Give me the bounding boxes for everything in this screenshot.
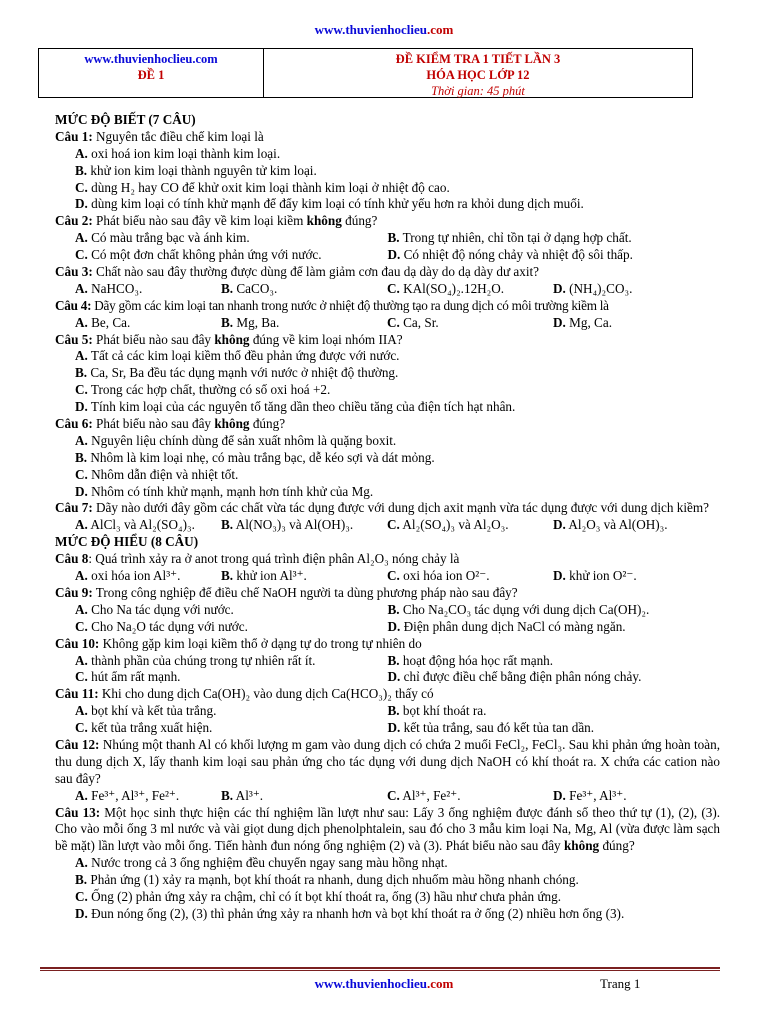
option-text: KAl(SO₄)₂.12H₂O. xyxy=(403,280,505,296)
option-a xyxy=(75,602,388,619)
question-11 xyxy=(55,686,720,703)
question-text: Phát biểu nào sau đây xyxy=(92,416,215,432)
header-right-cell xyxy=(264,49,692,97)
option-d xyxy=(388,669,720,686)
option-text: Trong tự nhiên, chỉ tồn tại ở dạng hợp chất. xyxy=(402,230,632,246)
page-number: Trang 1 xyxy=(600,976,641,991)
exam-duration: Thời gian: 45 phút xyxy=(431,84,525,98)
option-a xyxy=(75,517,221,534)
option-text: Ca, Sr, Ba đều tác dụng mạnh với nước ở nhiệt độ thường. xyxy=(90,365,399,381)
option-label: B. xyxy=(387,230,400,246)
option-d xyxy=(388,720,720,737)
option-b xyxy=(55,872,720,889)
option-label: D. xyxy=(387,247,401,263)
question-number: Câu 1: xyxy=(55,128,93,144)
option-label: D. xyxy=(553,787,566,803)
option-text: bọt khí thoát ra. xyxy=(402,703,487,719)
question-number: Câu 4: xyxy=(55,297,92,313)
option-text: CaCO₃. xyxy=(236,280,278,296)
option-text: Nhôm dẫn điện và nhiệt tốt. xyxy=(91,466,239,482)
option-text: AlCl₃ và Al₂(SO₄)₃. xyxy=(90,517,195,533)
option-a xyxy=(55,146,720,163)
option-text: Nhôm là kim loại nhẹ, có màu trắng bạc, dễ kéo sợi và dát mỏng. xyxy=(90,449,435,465)
option-a xyxy=(55,348,720,365)
option-text: dùng kim loại có tính khử mạnh để đẩy kim loại có tính khử yếu hơn ra khỏi dung dịch muối. xyxy=(91,196,584,212)
options-row xyxy=(55,619,720,636)
question-text-end: đúng? xyxy=(599,838,635,854)
option-text: Có một đơn chất không phản ứng với nước. xyxy=(91,247,322,263)
option-label: B. xyxy=(221,568,234,584)
option-label: B. xyxy=(221,280,234,296)
option-text: khử ion O²⁻. xyxy=(569,568,637,584)
option-text: dùng H₂ hay CO để khử oxit kim loại thành kim loại ở nhiệt độ cao. xyxy=(91,179,450,195)
option-a xyxy=(55,855,720,872)
option-b xyxy=(55,163,720,180)
option-d xyxy=(55,906,720,923)
question-text: Phát biểu nào sau đây xyxy=(92,331,215,347)
option-label: B. xyxy=(75,162,88,178)
option-text: Al³⁺. xyxy=(235,787,264,803)
option-text: chỉ được điều chế bằng điện phân nóng chảy. xyxy=(403,669,642,685)
option-b xyxy=(388,653,720,670)
option-label: D. xyxy=(75,905,88,921)
option-label: C. xyxy=(75,720,88,736)
option-b xyxy=(55,365,720,382)
question-12 xyxy=(55,737,720,788)
option-text: Mg, Ca. xyxy=(569,314,612,330)
option-b xyxy=(388,602,720,619)
question-text: Dãy nào dưới đây gồm các chất vừa tác dụng được với dung dịch axit mạnh vừa tác dụng được với dung dịch kiềm? xyxy=(92,500,709,516)
option-text: Fe³⁺, Al³⁺, Fe²⁺. xyxy=(91,787,180,803)
question-text: Khi cho dung dịch Ca(OH)₂ vào dung dịch Ca(HCO₃)₂ thấy có xyxy=(98,686,434,702)
section-heading-comprehension: MỨC ĐỘ HIỂU (8 CÂU) xyxy=(55,534,199,550)
options-row xyxy=(55,230,720,247)
question-2 xyxy=(55,213,720,230)
option-label: B. xyxy=(387,703,400,719)
option-c xyxy=(55,889,720,906)
option-label: D. xyxy=(387,669,401,685)
question-5 xyxy=(55,332,720,349)
option-b xyxy=(221,517,387,534)
options-row xyxy=(55,653,720,670)
options-row xyxy=(55,602,720,619)
question-number: Câu 9: xyxy=(55,584,93,600)
option-c xyxy=(387,517,553,534)
option-text: khử ion Al³⁺. xyxy=(236,568,307,584)
option-label: B. xyxy=(221,517,234,533)
question-text-end: đúng? xyxy=(341,213,378,229)
question-emphasis: không xyxy=(214,331,250,347)
exam-content xyxy=(55,112,720,923)
option-text: Nguyên liệu chính dùng để sản xuất nhôm là quặng boxit. xyxy=(91,432,397,448)
options-row xyxy=(55,247,720,264)
site-url-name: www.thuvienhoclieu xyxy=(314,976,427,991)
question-number: Câu 3: xyxy=(55,264,93,280)
option-label: D. xyxy=(553,517,566,533)
option-text: kết tủa trắng xuất hiện. xyxy=(91,720,213,736)
option-c xyxy=(387,568,553,585)
option-text: Cho Na₂CO₃ tác dụng với dung dịch Ca(OH)₂. xyxy=(402,601,650,617)
option-text: Al(NO₃)₃ và Al(OH)₃. xyxy=(235,517,354,533)
option-label: A. xyxy=(75,855,88,871)
option-d xyxy=(553,568,719,585)
question-text: Một học sinh thực hiện các thí nghiệm lần lượt như sau: Lấy 3 ống nghiệm được đánh số theo thứ tự (1), (2), (3). Cho vào mỗi ống 3 ml nước và vài giọt dung dịch phenolphtalein, sau đó cho 3 mẫu kim loại Na, Mg, Al (vừa được làm sạch bề mặt) lần lượt vào mỗi ống. Tiến hành đun nóng ống nghiệm (2) và (3). Phát biểu nào sau đây xyxy=(55,804,721,854)
question-text: Phát biểu nào sau đây về kim loại kiềm xyxy=(92,213,307,229)
question-4 xyxy=(55,298,720,315)
option-label: C. xyxy=(387,568,400,584)
site-url-name: www.thuvienhoclieu xyxy=(314,22,427,37)
options-row xyxy=(55,788,720,805)
options-row xyxy=(55,703,720,720)
option-label: C. xyxy=(75,466,88,482)
option-label: A. xyxy=(75,432,88,448)
option-a xyxy=(75,568,221,585)
question-number: Câu 5: xyxy=(55,331,93,347)
option-text: Đun nóng ống (2), (3) thì phản ứng xảy ra nhanh hơn và bọt khí thoát ra ở ống (2) nhiều hơn ống (3). xyxy=(91,905,625,921)
option-text: hoạt động hóa học rất mạnh. xyxy=(402,652,554,668)
question-3 xyxy=(55,264,720,281)
option-b xyxy=(221,788,387,805)
option-d xyxy=(553,517,719,534)
option-text: Nước trong cả 3 ống nghiệm đều chuyển ngay sang màu hồng nhạt. xyxy=(91,855,448,871)
option-b xyxy=(221,281,387,298)
question-number: Câu 6: xyxy=(55,416,93,432)
question-6 xyxy=(55,416,720,433)
option-label: C. xyxy=(75,247,88,263)
option-a xyxy=(75,281,221,298)
option-label: B. xyxy=(387,652,400,668)
option-d xyxy=(55,484,720,501)
option-text: Be, Ca. xyxy=(91,314,131,330)
option-label: B. xyxy=(75,449,88,465)
option-c xyxy=(55,467,720,484)
option-text: (NH₄)₂CO₃. xyxy=(569,280,633,296)
option-text: NaHCO₃. xyxy=(91,280,143,296)
option-text: Phản ứng (1) xảy ra mạnh, bọt khí thoát ra nhanh, dung dịch nhuốm màu hồng nhanh chóng. xyxy=(90,872,579,888)
option-text: oxi hoá ion kim loại thành kim loại. xyxy=(91,145,281,161)
option-label: A. xyxy=(75,568,88,584)
option-label: B. xyxy=(221,314,234,330)
option-text: Nhôm có tính khử mạnh, mạnh hơn tính khử của Mg. xyxy=(91,483,374,499)
option-d xyxy=(553,788,719,805)
question-number: Câu 11: xyxy=(55,686,99,702)
option-label: B. xyxy=(221,787,234,803)
option-label: C. xyxy=(387,517,400,533)
option-label: A. xyxy=(75,601,88,617)
options-row xyxy=(55,517,720,534)
option-label: D. xyxy=(387,618,401,634)
option-text: Mg, Ba. xyxy=(236,314,280,330)
option-label: D. xyxy=(75,196,88,212)
option-a xyxy=(75,315,221,332)
header-site-url[interactable]: www.thuvienhoclieu.com xyxy=(84,52,218,66)
option-text: khử ion kim loại thành nguyên tử kim loại. xyxy=(90,162,317,178)
option-b xyxy=(388,703,720,720)
question-number: Câu 8 xyxy=(55,551,89,567)
option-text: Cho Na₂O tác dụng với nước. xyxy=(91,618,248,634)
question-text: Dãy gồm các kim loại tan nhanh trong nước ở nhiệt độ thường tạo ra dung dịch có môi trường kiềm là xyxy=(91,297,609,313)
option-a xyxy=(75,230,388,247)
option-b xyxy=(388,230,720,247)
question-number: Câu 2: xyxy=(55,213,93,229)
question-9 xyxy=(55,585,720,602)
option-text: Có màu trắng bạc và ánh kim. xyxy=(91,230,250,246)
option-a xyxy=(55,433,720,450)
question-number: Câu 13: xyxy=(55,804,101,820)
question-text: Trong công nghiệp để điều chế NaOH người ta dùng phương pháp nào sau đây? xyxy=(92,584,518,600)
question-13 xyxy=(55,805,720,856)
option-text: Al₂O₃ và Al(OH)₃. xyxy=(568,517,668,533)
option-d xyxy=(388,619,720,636)
options-row xyxy=(55,281,720,298)
options-row xyxy=(55,568,720,585)
option-label: C. xyxy=(387,280,400,296)
option-c xyxy=(387,315,553,332)
option-a xyxy=(75,788,221,805)
option-text: Cho Na tác dụng với nước. xyxy=(91,601,234,617)
option-label: A. xyxy=(75,230,88,246)
option-d xyxy=(55,196,720,213)
option-c xyxy=(75,619,388,636)
option-label: C. xyxy=(387,787,400,803)
option-text: oxi hóa ion Al³⁺. xyxy=(91,568,181,584)
question-number: Câu 10: xyxy=(55,635,100,651)
option-label: A. xyxy=(75,314,88,330)
question-emphasis: không xyxy=(306,213,342,229)
option-label: A. xyxy=(75,348,88,364)
header-left-cell xyxy=(39,49,264,97)
option-label: D. xyxy=(75,483,88,499)
option-label: A. xyxy=(75,652,88,668)
option-label: D. xyxy=(387,720,401,736)
question-text: Chất nào sau đây thường được dùng để làm giảm cơn đau dạ dày do dạ dày dư axit? xyxy=(92,264,540,280)
option-b xyxy=(221,568,387,585)
exam-subject: HÓA HỌC LỚP 12 xyxy=(426,68,530,82)
exam-code: ĐỀ 1 xyxy=(137,68,165,82)
question-text-end: đúng? xyxy=(249,416,286,432)
option-d xyxy=(553,281,719,298)
option-label: D. xyxy=(553,568,566,584)
question-number: Câu 12: xyxy=(55,736,100,752)
options-row xyxy=(55,669,720,686)
site-url-top[interactable] xyxy=(0,22,768,39)
option-b xyxy=(55,450,720,467)
option-label: A. xyxy=(75,280,88,296)
option-c xyxy=(55,382,720,399)
option-text: Trong các hợp chất, thường có số oxi hoá +2. xyxy=(90,382,331,398)
option-label: A. xyxy=(75,787,88,803)
option-text: Tính kim loại của các nguyên tố tăng dần theo chiều tăng của điện tích hạt nhân. xyxy=(90,399,516,415)
option-text: thành phần của chúng trong tự nhiên rất ít. xyxy=(91,652,316,668)
options-row xyxy=(55,720,720,737)
option-text: Ca, Sr. xyxy=(403,314,439,330)
option-text: Ống (2) phản ứng xảy ra chậm, chỉ có ít bọt khí thoát ra, ống (3) hầu như chưa phản ứng. xyxy=(91,888,562,904)
option-label: A. xyxy=(75,517,88,533)
option-text: bọt khí và kết tủa trắng. xyxy=(91,703,217,719)
option-label: A. xyxy=(75,703,88,719)
exam-header xyxy=(38,48,693,98)
option-label: C. xyxy=(387,314,400,330)
option-label: C. xyxy=(75,179,88,195)
option-b xyxy=(221,315,387,332)
option-label: A. xyxy=(75,145,88,161)
exam-title: ĐỀ KIỂM TRA 1 TIẾT LẦN 3 xyxy=(395,52,561,66)
footer-divider xyxy=(40,967,720,971)
question-text: : Quá trình xảy ra ở anot trong quá trình điện phân Al₂O₃ nóng chảy là xyxy=(88,551,460,567)
option-d xyxy=(388,247,720,264)
question-text-end: đúng về kim loại nhóm IIA? xyxy=(249,331,403,347)
option-label: D. xyxy=(553,314,566,330)
question-text: Nguyên tắc điều chế kim loại là xyxy=(92,128,264,144)
option-text: Có nhiệt độ nóng chảy và nhiệt độ sôi thấp. xyxy=(403,247,633,263)
option-c xyxy=(75,669,388,686)
option-label: C. xyxy=(75,382,88,398)
option-label: C. xyxy=(75,888,88,904)
option-text: kết tủa trắng, sau đó kết tủa tan dần. xyxy=(403,720,595,736)
option-label: D. xyxy=(75,399,88,415)
option-c xyxy=(55,180,720,197)
question-10 xyxy=(55,636,720,653)
option-text: hút ẩm rất mạnh. xyxy=(91,669,181,685)
question-text: Nhúng một thanh Al có khối lượng m gam vào dung dịch có chứa 2 muối FeCl₂, FeCl₃. Sau khi phản ứng hoàn toàn, thu dung dịch X, lấy thanh kim loại sau phản ứng cho tác dụng với dung dịch NaOH có khí thoát ra. X chứa các cation nào sau đây? xyxy=(55,736,721,786)
option-c xyxy=(75,720,388,737)
option-label: C. xyxy=(75,669,88,685)
question-emphasis: không xyxy=(214,416,250,432)
question-7 xyxy=(55,500,720,517)
option-label: B. xyxy=(75,872,88,888)
question-8 xyxy=(55,551,720,568)
option-d xyxy=(553,315,719,332)
section-heading-recall: MỨC ĐỘ BIẾT (7 CÂU) xyxy=(55,112,196,127)
option-label: B. xyxy=(387,601,400,617)
option-text: Al₂(SO₄)₃ và Al₂O₃. xyxy=(402,517,509,533)
site-url-bottom[interactable] xyxy=(0,976,768,993)
options-row xyxy=(55,315,720,332)
option-a xyxy=(75,653,388,670)
option-text: Fe³⁺, Al³⁺. xyxy=(569,787,627,803)
option-c xyxy=(387,788,553,805)
option-text: Điện phân dung dịch NaCl có màng ngăn. xyxy=(403,618,626,634)
option-text: Al³⁺, Fe²⁺. xyxy=(402,787,461,803)
question-number: Câu 7: xyxy=(55,500,93,516)
option-text: oxi hóa ion O²⁻. xyxy=(403,568,490,584)
option-text: Tất cả các kim loại kiềm thổ đều phản ứng được với nước. xyxy=(90,348,400,364)
option-label: C. xyxy=(75,618,88,634)
option-c xyxy=(387,281,553,298)
question-text: Không gặp kim loại kiềm thổ ở dạng tự do trong tự nhiên do xyxy=(99,635,422,651)
option-label: D. xyxy=(553,280,566,296)
site-url-domain: .com xyxy=(426,22,454,37)
site-url-domain: .com xyxy=(426,976,454,991)
option-c xyxy=(75,247,388,264)
question-1 xyxy=(55,129,720,146)
option-label: B. xyxy=(75,365,88,381)
option-a xyxy=(75,703,388,720)
option-d xyxy=(55,399,720,416)
question-emphasis: không xyxy=(563,838,600,854)
